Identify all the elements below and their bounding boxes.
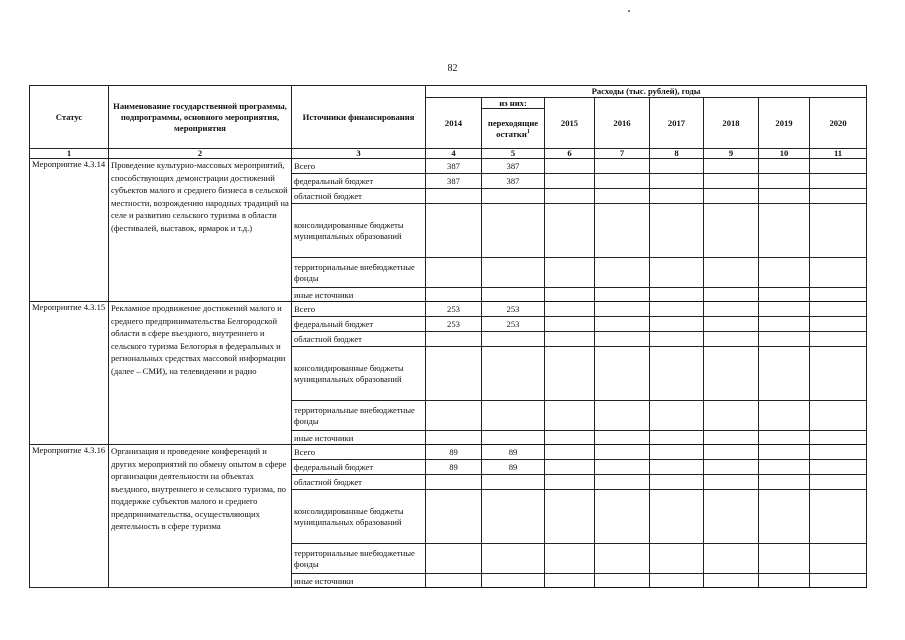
value-cell (704, 445, 759, 460)
value-cell (426, 490, 482, 544)
value-cell (759, 189, 810, 204)
source-label: консолидированные бюджеты муниципальных образований (292, 490, 426, 544)
column-number: 9 (704, 149, 759, 159)
value-cell (595, 475, 650, 490)
column-number: 5 (482, 149, 545, 159)
value-cell (482, 189, 545, 204)
source-label: иные источники (292, 574, 426, 588)
value-cell (595, 189, 650, 204)
value-cell (482, 401, 545, 431)
header-year-2015: 2015 (545, 97, 595, 149)
source-label: территориальные внебюджетные фонды (292, 401, 426, 431)
value-cell (545, 401, 595, 431)
activity-status: Мероприятие 4.3.16 (30, 445, 109, 588)
value-cell: 89 (482, 445, 545, 460)
value-cell (545, 159, 595, 174)
value-cell: 253 (482, 317, 545, 332)
value-cell (545, 174, 595, 189)
value-cell (650, 189, 704, 204)
value-cell (759, 204, 810, 258)
value-cell (810, 174, 867, 189)
value-cell (545, 204, 595, 258)
value-cell (545, 431, 595, 445)
scan-speck (628, 10, 630, 12)
value-cell (595, 401, 650, 431)
value-cell (545, 574, 595, 588)
value-cell (704, 174, 759, 189)
value-cell (650, 302, 704, 317)
value-cell (759, 317, 810, 332)
value-cell (545, 475, 595, 490)
column-number: 4 (426, 149, 482, 159)
value-cell (810, 574, 867, 588)
header-year-2018: 2018 (704, 97, 759, 149)
activity-status: Мероприятие 4.3.14 (30, 159, 109, 302)
value-cell (650, 544, 704, 574)
value-cell (545, 288, 595, 302)
value-cell (759, 258, 810, 288)
header-year-2020: 2020 (810, 97, 867, 149)
source-label: территориальные внебюджетные фонды (292, 544, 426, 574)
value-cell (595, 174, 650, 189)
budget-table (29, 85, 867, 588)
value-cell (810, 302, 867, 317)
value-cell (482, 204, 545, 258)
header-year-2019: 2019 (759, 97, 810, 149)
value-cell (650, 332, 704, 347)
value-cell (704, 288, 759, 302)
value-cell (704, 317, 759, 332)
value-cell (759, 332, 810, 347)
value-cell (704, 189, 759, 204)
header-sources: Источники финансирования (292, 86, 426, 149)
value-cell (650, 317, 704, 332)
value-cell (545, 302, 595, 317)
source-label: областной бюджет (292, 475, 426, 490)
header-year-2014: 2014 (426, 97, 482, 149)
value-cell (704, 302, 759, 317)
value-cell (759, 347, 810, 401)
value-cell (426, 401, 482, 431)
value-cell: 387 (482, 159, 545, 174)
value-cell (650, 159, 704, 174)
value-cell (650, 347, 704, 401)
source-label: иные источники (292, 431, 426, 445)
value-cell (759, 159, 810, 174)
source-label: Всего (292, 159, 426, 174)
header-expenses: Расходы (тыс. рублей), годы (426, 86, 867, 98)
value-cell: 387 (482, 174, 545, 189)
value-cell (482, 490, 545, 544)
header-name: Наименование государственной программы, подпрограммы, основного мероприятия, мероприятия (109, 86, 292, 149)
value-cell (426, 475, 482, 490)
value-cell (545, 347, 595, 401)
activity-name: Проведение культурно-массовых мероприятий, способствующих демонстрации достижений субъектов малого и среднего бизнеса в сельской местности, возрождению народных традиций на селе и развитию сельского туризма в области (фестивалей, выставок, ярмарок и т.д.) (109, 159, 292, 302)
value-cell (595, 332, 650, 347)
value-cell (595, 302, 650, 317)
value-cell (810, 159, 867, 174)
value-cell (759, 174, 810, 189)
value-cell: 89 (482, 460, 545, 475)
value-cell (595, 204, 650, 258)
table-row (30, 302, 867, 317)
value-cell (545, 460, 595, 475)
table-row (30, 445, 867, 460)
value-cell (426, 204, 482, 258)
source-label: федеральный бюджет (292, 317, 426, 332)
value-cell (704, 431, 759, 445)
value-cell (650, 574, 704, 588)
column-number-row (30, 149, 867, 159)
value-cell (704, 475, 759, 490)
value-cell (482, 544, 545, 574)
value-cell (545, 445, 595, 460)
header-status: Статус (30, 86, 109, 149)
value-cell (759, 288, 810, 302)
value-cell (482, 332, 545, 347)
value-cell (759, 574, 810, 588)
value-cell (595, 431, 650, 445)
value-cell (650, 288, 704, 302)
value-cell (595, 445, 650, 460)
value-cell: 89 (426, 460, 482, 475)
value-cell (595, 258, 650, 288)
value-cell (426, 544, 482, 574)
value-cell (482, 288, 545, 302)
value-cell (545, 317, 595, 332)
value-cell (810, 431, 867, 445)
value-cell (595, 288, 650, 302)
value-cell (482, 475, 545, 490)
value-cell (426, 574, 482, 588)
value-cell (810, 347, 867, 401)
value-cell (595, 460, 650, 475)
value-cell (595, 544, 650, 574)
value-cell (759, 490, 810, 544)
value-cell (650, 460, 704, 475)
value-cell (426, 288, 482, 302)
column-number: 3 (292, 149, 426, 159)
value-cell (482, 347, 545, 401)
value-cell (650, 258, 704, 288)
value-cell (704, 258, 759, 288)
value-cell (545, 544, 595, 574)
value-cell (704, 544, 759, 574)
value-cell (650, 401, 704, 431)
column-number: 8 (650, 149, 704, 159)
value-cell (810, 445, 867, 460)
source-label: Всего (292, 445, 426, 460)
value-cell (810, 475, 867, 490)
source-label: Всего (292, 302, 426, 317)
column-number: 11 (810, 149, 867, 159)
value-cell (810, 460, 867, 475)
column-number: 10 (759, 149, 810, 159)
value-cell (545, 332, 595, 347)
source-label: иные источники (292, 288, 426, 302)
value-cell (759, 445, 810, 460)
page-number: 82 (447, 63, 458, 74)
value-cell (759, 544, 810, 574)
activity-name: Рекламное продвижение достижений малого и среднего предпринимательства Белгородской области в сфере въездного, внутреннего и сельского туризма Белогорья в федеральных и региональных средствах массовой информации (далее – СМИ), на телевидении и радио (109, 302, 292, 445)
header-of-them: из них: (482, 97, 545, 109)
column-number: 2 (109, 149, 292, 159)
value-cell (810, 288, 867, 302)
value-cell (810, 490, 867, 544)
value-cell (810, 332, 867, 347)
value-cell (759, 431, 810, 445)
value-cell (650, 475, 704, 490)
value-cell (426, 332, 482, 347)
value-cell (650, 204, 704, 258)
source-label: федеральный бюджет (292, 174, 426, 189)
value-cell (810, 204, 867, 258)
value-cell (595, 317, 650, 332)
value-cell: 387 (426, 159, 482, 174)
source-label: федеральный бюджет (292, 460, 426, 475)
value-cell (650, 445, 704, 460)
value-cell: 387 (426, 174, 482, 189)
value-cell: 89 (426, 445, 482, 460)
value-cell (595, 574, 650, 588)
value-cell (426, 347, 482, 401)
value-cell (759, 302, 810, 317)
activity-name: Организация и проведение конференций и других мероприятий по обмену опытом в сфере организации деятельности на объектах въездного, внутреннего и сельского туризма, по поддержке субъектов малого и среднего предпринимательства, осуществляющих деятельность в сфере туризма (109, 445, 292, 588)
value-cell (595, 347, 650, 401)
column-number: 7 (595, 149, 650, 159)
value-cell (704, 574, 759, 588)
value-cell (426, 189, 482, 204)
value-cell (704, 490, 759, 544)
value-cell (810, 544, 867, 574)
header-year-2016: 2016 (595, 97, 650, 149)
source-label: консолидированные бюджеты муниципальных образований (292, 347, 426, 401)
value-cell: 253 (482, 302, 545, 317)
value-cell (482, 574, 545, 588)
header-year-2017: 2017 (650, 97, 704, 149)
value-cell (704, 159, 759, 174)
table-row (30, 159, 867, 174)
value-cell (426, 258, 482, 288)
value-cell (810, 401, 867, 431)
value-cell (704, 204, 759, 258)
value-cell (426, 431, 482, 445)
value-cell (704, 347, 759, 401)
source-label: консолидированные бюджеты муниципальных образований (292, 204, 426, 258)
value-cell (545, 490, 595, 544)
activity-status: Мероприятие 4.3.15 (30, 302, 109, 445)
value-cell: 253 (426, 317, 482, 332)
value-cell (595, 490, 650, 544)
value-cell (810, 189, 867, 204)
value-cell (759, 460, 810, 475)
value-cell (704, 332, 759, 347)
column-number: 1 (30, 149, 109, 159)
source-label: областной бюджет (292, 332, 426, 347)
value-cell (650, 490, 704, 544)
value-cell: 253 (426, 302, 482, 317)
value-cell (595, 159, 650, 174)
value-cell (545, 189, 595, 204)
source-label: территориальные внебюджетные фонды (292, 258, 426, 288)
value-cell (704, 460, 759, 475)
value-cell (482, 258, 545, 288)
value-cell (545, 258, 595, 288)
value-cell (704, 401, 759, 431)
value-cell (759, 475, 810, 490)
value-cell (650, 174, 704, 189)
value-cell (482, 431, 545, 445)
value-cell (810, 258, 867, 288)
value-cell (810, 317, 867, 332)
value-cell (650, 431, 704, 445)
value-cell (759, 401, 810, 431)
source-label: областной бюджет (292, 189, 426, 204)
header-carryover: переходящие остатки$^1$ (482, 109, 545, 149)
column-number: 6 (545, 149, 595, 159)
